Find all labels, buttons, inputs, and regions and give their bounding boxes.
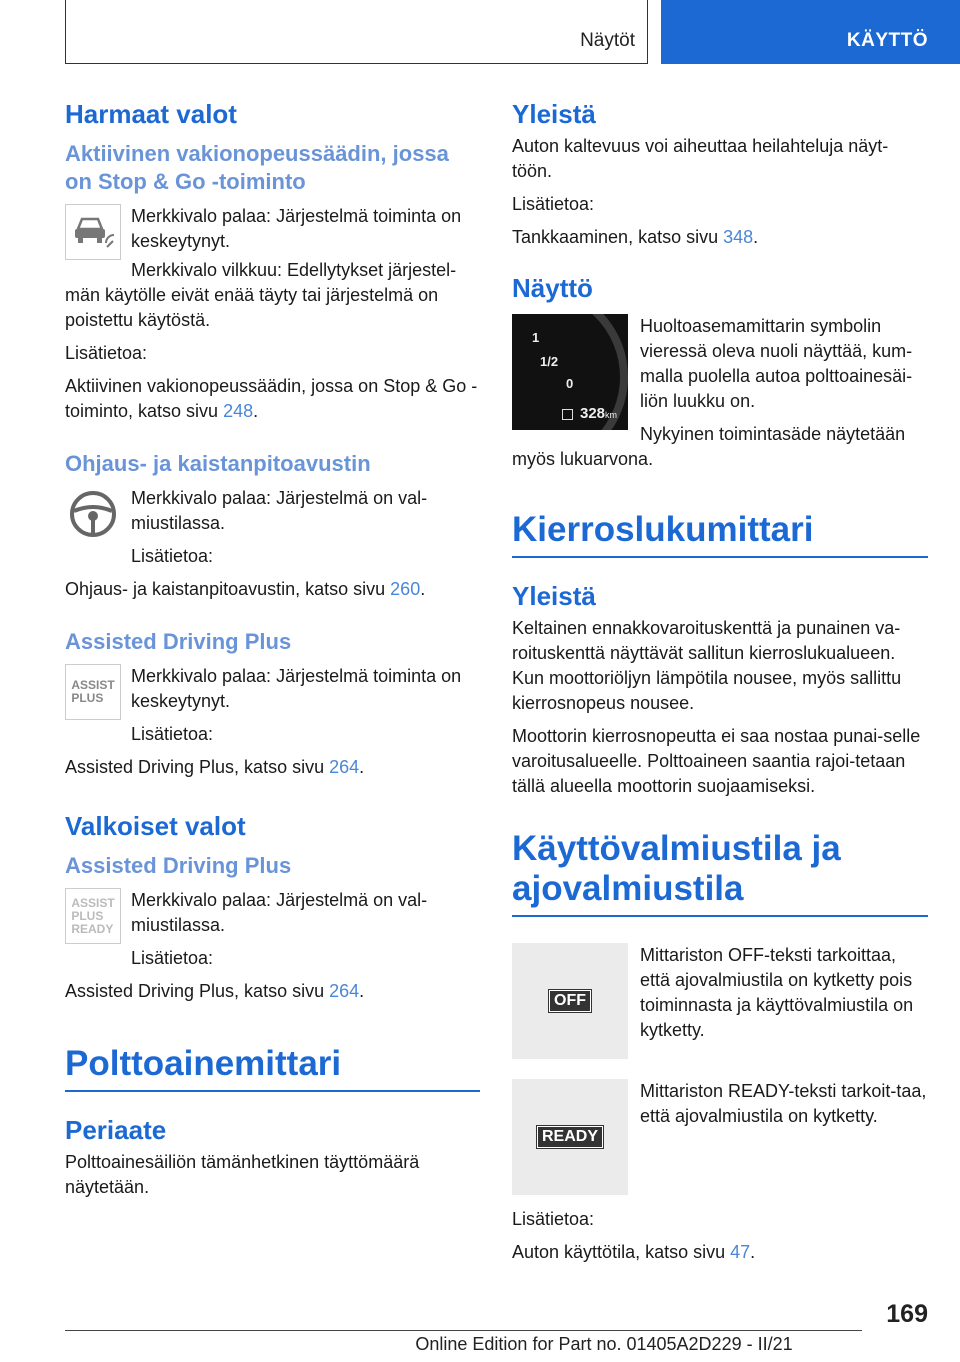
assist-plus-icon [65, 664, 121, 720]
state-more: Lisätietoa: [512, 1209, 595, 1229]
state-reference: Auton käyttötila, katso sivu 47. [512, 1242, 756, 1262]
header-frame [65, 0, 648, 64]
off-text: Mittariston OFF-teksti tarkoittaa, että ajovalmiustila on kytketty pois toiminnasta ja käyttövalmiustila on kytketty. [640, 945, 914, 1040]
adp2-row [65, 888, 480, 979]
gauge-label-empty: 0 [566, 376, 574, 391]
ready-icon-line3: READY [71, 921, 114, 936]
general-text: Auton kaltevuus voi aiheuttaa heilahteluja näyt‐töön. [512, 136, 889, 181]
rev-counter-heading: Kierroslukumittari [512, 510, 928, 558]
steer-texts [131, 486, 480, 577]
adp-page-link[interactable]: 264 [329, 757, 360, 777]
adp2-page-link[interactable]: 264 [329, 981, 360, 1001]
grey-lights-heading: Harmaat valot [65, 99, 237, 129]
steer-row [65, 486, 480, 577]
steer-page-link[interactable]: 260 [390, 579, 421, 599]
steer-reference: Ohjaus- ja kaistanpitoavustin, katso sivu 260. [65, 579, 426, 599]
acc-more: Lisätietoa: [65, 343, 148, 363]
general-page-link[interactable]: 348 [723, 227, 754, 247]
adp2-text-1: Merkkivalo palaa: Järjestelmä on val‐miustilassa. [131, 890, 428, 935]
adp-ref-text: Assisted Driving Plus, katso sivu [65, 757, 330, 777]
adp-text-1: Merkkivalo palaa: Järjestelmä toiminta on keskeytynyt. [131, 666, 462, 711]
header-chapter-tab [661, 0, 960, 64]
off-badge: OFF [549, 990, 591, 1012]
display-texts [640, 314, 928, 430]
gauge-range-unit: km [605, 410, 618, 420]
adp-texts [131, 664, 480, 755]
rev-text-1: Keltainen ennakkovaroituskenttä ja punainen va‐roituskenttä näyttävät sallitun kierroslukualueen. Kun moottoriöljyn lämpötila nousee, myös sallittu kierrosnopeus nousee. [512, 618, 902, 713]
footer-divider [65, 1330, 862, 1331]
adp2-heading: Assisted Driving Plus [65, 853, 292, 878]
ready-icon-line1: ASSIST [71, 895, 115, 910]
display-text-1: Huoltoasemamittarin symbolin vieressä oleva nuoli näyttää, kum‐malla puolella autoa polttoainesäi‐liön luukku on. [640, 316, 913, 411]
off-row [512, 943, 928, 1059]
gauge-range [580, 405, 617, 422]
ready-display-image [512, 1079, 628, 1195]
adp-more: Lisätietoa: [131, 724, 214, 744]
acc-page-link[interactable]: 248 [223, 401, 254, 421]
gauge-label-half: 1/2 [540, 354, 559, 369]
acc-indicator-icon [65, 204, 121, 260]
state-ref-text: Auton käyttötila, katso sivu [512, 1242, 731, 1262]
adp2-ref-text: Assisted Driving Plus, katso sivu [65, 981, 330, 1001]
adp2-reference: Assisted Driving Plus, katso sivu 264. [65, 981, 365, 1001]
ready-row [512, 1079, 928, 1195]
ready-text: Mittariston READY-teksti tarkoit‐taa, että ajovalmiustila on kytketty. [640, 1081, 927, 1126]
ready-state-heading: Käyttövalmiustila ja ajovalmiustila [512, 829, 928, 917]
ready-icon-line2: PLUS [71, 908, 104, 923]
display-heading: Näyttö [512, 273, 593, 303]
state-page-link[interactable]: 47 [730, 1242, 751, 1262]
off-display-image [512, 943, 628, 1059]
adp2-more: Lisätietoa: [131, 948, 214, 968]
header-chapter-label: KÄYTTÖ [846, 30, 928, 51]
display-row [512, 314, 928, 430]
gauge-range-value: 328 [580, 405, 606, 422]
steering-wheel-icon [65, 486, 121, 542]
header-section-title: Näytöt [580, 30, 635, 51]
steer-ref-text: Ohjaus- ja kaistanpitoavustin, katso sivu [65, 579, 391, 599]
display-text-2: Nykyinen toimintasäde näytetään myös lukuarvona. [512, 424, 906, 469]
acc-reference: Aktiivinen vakionopeussäädin, jossa on Stop & Go -toiminto, katso sivu 248. [65, 376, 478, 421]
adp-row [65, 664, 480, 755]
acc-text-2 [65, 258, 480, 333]
acc-ref-text: Aktiivinen vakionopeussäädin, jossa on Stop & Go -toiminto, katso sivu [65, 376, 478, 421]
general-heading: Yleistä [512, 99, 596, 129]
acc-heading: Aktiivinen vakionopeussäädin, jossa on Stop & Go -toiminto [65, 141, 449, 194]
right-column [512, 98, 928, 1273]
adp2-texts [131, 888, 480, 979]
acc-text-1: Merkkivalo palaa: Järjestelmä toiminta on keskeytynyt. [131, 206, 462, 251]
principle-text: Polttoainesäiliön tämänhetkinen täyttömäärä näytetään. [65, 1152, 420, 1197]
fuel-gauge-image [512, 314, 628, 430]
principle-heading: Periaate [65, 1115, 167, 1145]
general-ref-text: Tankkaaminen, katso sivu [512, 227, 724, 247]
adp-reference: Assisted Driving Plus, katso sivu 264. [65, 757, 365, 777]
general-reference: Tankkaaminen, katso sivu 348. [512, 227, 759, 247]
fuel-pump-icon [562, 409, 573, 420]
acc-row [65, 204, 480, 262]
fuel-gauge-heading: Polttoainemittari [65, 1044, 480, 1092]
steer-heading: Ohjaus- ja kaistanpitoavustin [65, 451, 371, 476]
left-column [65, 98, 480, 1208]
assist-plus-ready-icon [65, 888, 121, 944]
footer-edition: Online Edition for Part no. 01405A2D229 - II/21 [415, 1334, 793, 1354]
general-more: Lisätietoa: [512, 194, 595, 214]
gauge-label-full: 1 [532, 330, 540, 345]
page-number: 169 [886, 1300, 928, 1328]
rev-text-2: Moottorin kierrosnopeutta ei saa nostaa punai‐selle varoitusalueelle. Polttoaineen saantia rajoi‐tetaan tällä alueella moottorin suojaamiseksi. [512, 726, 921, 796]
assist-plus-icon-line2: PLUS [71, 691, 104, 705]
adp-heading: Assisted Driving Plus [65, 629, 292, 654]
steer-text-1: Merkkivalo palaa: Järjestelmä on val‐miustilassa. [131, 488, 428, 533]
white-lights-heading: Valkoiset valot [65, 811, 246, 841]
ready-badge: READY [537, 1126, 603, 1148]
rev-general-heading: Yleistä [512, 581, 596, 611]
acc-text-2-content: Merkkivalo vilkkuu: Edellytykset järjestel‐män käytölle eivät enää täyty tai järjestelmä on poistettu käytöstä. [65, 260, 457, 330]
steer-more: Lisätietoa: [131, 546, 214, 566]
assist-plus-icon-line1: ASSIST [71, 678, 115, 692]
